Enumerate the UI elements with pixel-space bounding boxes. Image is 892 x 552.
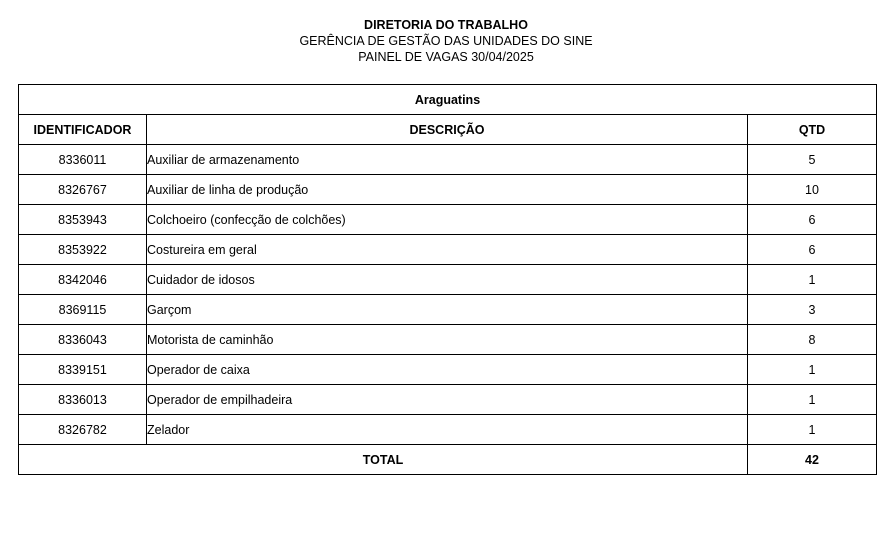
city-name: Araguatins <box>19 85 877 115</box>
table-row <box>19 415 877 445</box>
column-header-descricao: DESCRIÇÃO <box>147 115 748 145</box>
row-identifier: 8353943 <box>19 205 147 235</box>
row-description: Auxiliar de armazenamento <box>147 145 748 175</box>
row-quantity: 6 <box>748 205 877 235</box>
row-description: Garçom <box>147 295 748 325</box>
table-row <box>19 325 877 355</box>
row-quantity: 1 <box>748 385 877 415</box>
row-description: Operador de empilhadeira <box>147 385 748 415</box>
table-row <box>19 355 877 385</box>
row-quantity: 5 <box>748 145 877 175</box>
row-description: Colchoeiro (confecção de colchões) <box>147 205 748 235</box>
row-description: Auxiliar de linha de produção <box>147 175 748 205</box>
row-quantity: 1 <box>748 355 877 385</box>
row-identifier: 8326767 <box>19 175 147 205</box>
row-quantity: 10 <box>748 175 877 205</box>
total-label: TOTAL <box>19 445 748 475</box>
row-description: Motorista de caminhão <box>147 325 748 355</box>
table-row <box>19 205 877 235</box>
vacancies-table <box>18 84 877 475</box>
row-description: Zelador <box>147 415 748 445</box>
row-quantity: 1 <box>748 265 877 295</box>
row-identifier: 8339151 <box>19 355 147 385</box>
row-identifier: 8336013 <box>19 385 147 415</box>
table-row <box>19 385 877 415</box>
header-title: DIRETORIA DO TRABALHO <box>364 18 528 32</box>
row-description: Costureira em geral <box>147 235 748 265</box>
row-identifier: 8336011 <box>19 145 147 175</box>
header-date-line: PAINEL DE VAGAS 30/04/2025 <box>358 50 534 64</box>
table-row <box>19 175 877 205</box>
header-subtitle: GERÊNCIA DE GESTÃO DAS UNIDADES DO SINE <box>299 34 593 48</box>
row-identifier: 8342046 <box>19 265 147 295</box>
row-quantity: 6 <box>748 235 877 265</box>
city-header-row <box>19 85 877 115</box>
row-description: Operador de caixa <box>147 355 748 385</box>
row-identifier: 8336043 <box>19 325 147 355</box>
column-header-row <box>19 115 877 145</box>
column-header-qtd: QTD <box>748 115 877 145</box>
table-row <box>19 235 877 265</box>
total-value: 42 <box>748 445 877 475</box>
row-description: Cuidador de idosos <box>147 265 748 295</box>
row-quantity: 8 <box>748 325 877 355</box>
table-row <box>19 265 877 295</box>
row-identifier: 8369115 <box>19 295 147 325</box>
table-row <box>19 145 877 175</box>
document-header <box>0 17 892 65</box>
row-identifier: 8353922 <box>19 235 147 265</box>
row-identifier: 8326782 <box>19 415 147 445</box>
table-row <box>19 295 877 325</box>
total-row <box>19 445 877 475</box>
column-header-identificador: IDENTIFICADOR <box>19 115 147 145</box>
row-quantity: 3 <box>748 295 877 325</box>
row-quantity: 1 <box>748 415 877 445</box>
